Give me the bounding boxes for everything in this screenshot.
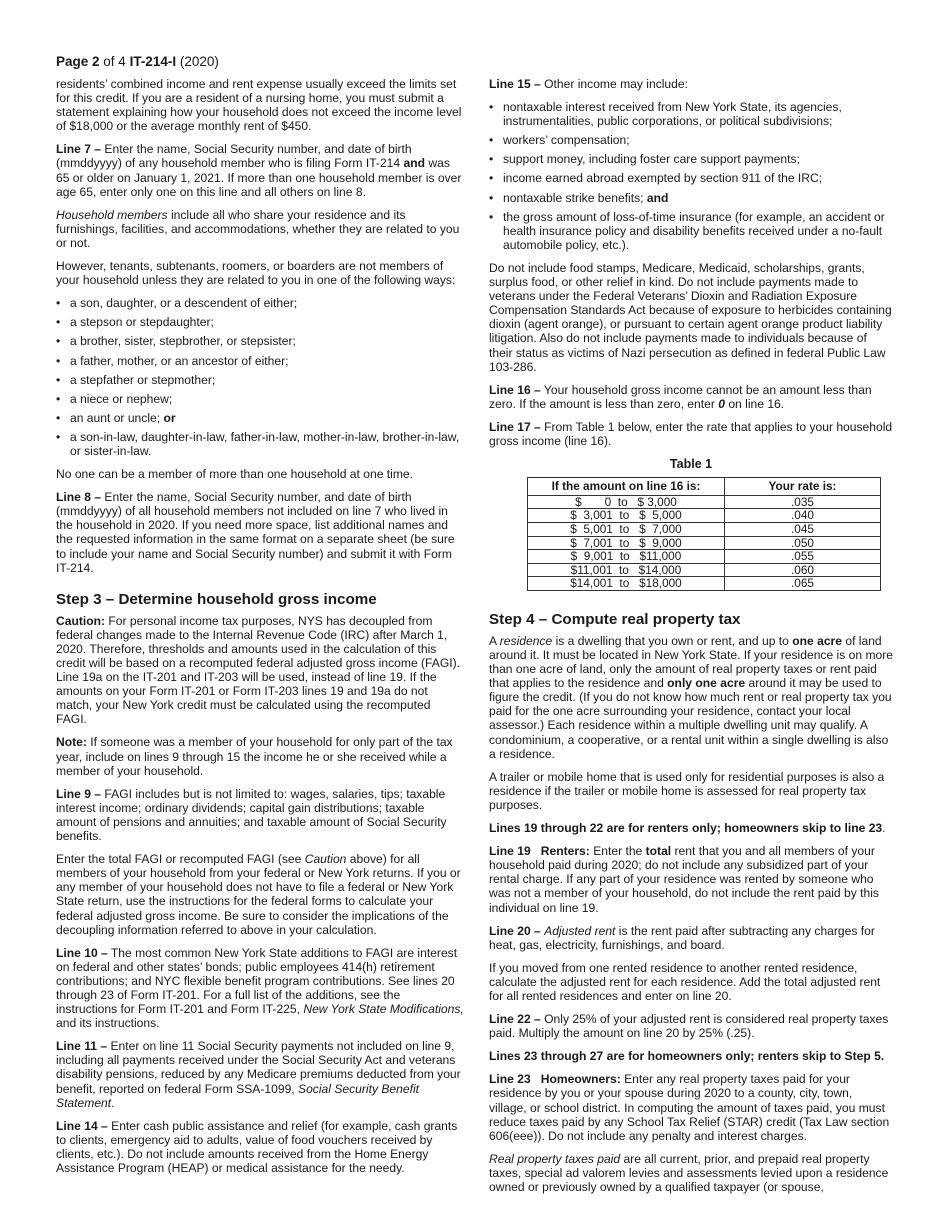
renters-only-paragraph: Lines 19 through 22 are for renters only; homeowners skip to line 23. bbox=[489, 821, 886, 836]
line15-paragraph: Line 15 – Other income may include: bbox=[489, 77, 688, 91]
line14-paragraph: Line 14 – Enter cash public assistance and relief (for example, cash grants to clients, emergency aid to adults, value of food vouchers received by clients, etc.). Do not include amounts received from the Home Energy Assistance Program (HEAP) or medical assistance for the needy. bbox=[56, 1118, 458, 1175]
list-item: • a son-in-law, daughter-in-law, father-in-law, mother-in-law, brother-in-law, or sister-in-law. bbox=[56, 430, 464, 458]
rate-table bbox=[527, 477, 881, 591]
line7-paragraph: Line 7 – Enter the name, Social Security number, and date of birth (mmddyyyy) of any household member who is filing Form IT-214 and was 65 or older on January 1, 2021. If more than one household member is over age 65, enter only one on this line and all others on line 8. bbox=[56, 142, 462, 199]
table-cell: $14,001 to $18,000 bbox=[528, 577, 725, 591]
table-header-cell: If the amount on line 16 is: bbox=[528, 478, 725, 496]
however-paragraph: However, tenants, subtenants, roomers, or boarders are not members of your household unless they are related to you in one of the following ways: bbox=[56, 259, 456, 288]
table-cell: $ 9,001 to $11,000 bbox=[528, 550, 725, 564]
table-row bbox=[528, 536, 881, 550]
caution-paragraph: Caution: For personal income tax purposes, NYS has decoupled from federal changes made to the Internal Revenue Code (IRC) after March 1, 2020. Therefore, thresholds and amounts used in the calculation of this credit will be based on a recomputed federal adjusted gross income (FAGI). Line 19a on the IT-201 and IT-203 will be used, instead of line 19. If the amounts on your Form IT-201 or Form IT-203 lines 19 and 19a do not match, your New York credit must be calculated using the recomputed FAGI. bbox=[56, 613, 461, 727]
form-number: IT-214-I bbox=[129, 54, 177, 69]
form-year: (2020) bbox=[176, 54, 219, 69]
table-row bbox=[528, 522, 881, 536]
line9-paragraph: Line 9 – FAGI includes but is not limited to: wages, salaries, tips; taxable interest income; ordinary dividends; capital gain distributions; taxable amount of pensions and annuities; and taxable amount of Social Security benefits. bbox=[56, 786, 447, 844]
page-header bbox=[56, 54, 219, 69]
real-property-taxes-paragraph: Real property taxes paid are all current, prior, and prepaid real property taxes, special ad valorem levies and assessments levied upon a residence owned or previously owned by a qualified taxpayer (or spouse, bbox=[489, 1151, 889, 1194]
list-item: • a niece or nephew; bbox=[56, 392, 464, 406]
table-cell: $ 0 to $ 3,000 bbox=[528, 495, 725, 509]
do-not-include-paragraph: Do not include food stamps, Medicare, Medicaid, scholarships, grants, surplus food, or other relief in kind. Do not include payments made to veterans under the Federal Veterans’ Dioxin and Radiation Exposure Compensation Standards Act because of exposure to herbicides containing dioxin (agent orange), or pursuant to certain agent orange product liability litigation. Also do not include payments made to individuals because of their status as victims of Nazi persecution as defined in federal Public Law 103-286. bbox=[489, 260, 892, 374]
list-item: • nontaxable interest received from New York State, its agencies, instrumentalities, public corporations, or political subdivisions; bbox=[489, 100, 893, 128]
line8-paragraph: Line 8 – Enter the name, Social Security number, and date of birth (mmddyyyy) of all household members not included on line 7 who lived in the household in 2020. If you need more space, list additional names and the requested information in the same format on a separate sheet (be sure to include your name and Social Security number) and submit it with Form IT-214. bbox=[56, 490, 455, 575]
table-cell: .040 bbox=[725, 509, 881, 523]
table-cell: .060 bbox=[725, 563, 881, 577]
list-item: • a stepfather or stepmother; bbox=[56, 373, 464, 387]
table-row bbox=[528, 577, 881, 591]
moved-paragraph: If you moved from one rented residence to another rented residence, calculate the adjusted rent for each residence. Add the total adjusted rent for all rented residences and enter on line 20. bbox=[489, 960, 881, 1003]
line19-paragraph: Line 19 Renters: Enter the total rent that you and all members of your household paid during 2020; do not include any subsidized part of your rental charge. If any part of your residence was rented by someone who was not a member of your household, do not include the rent paid by this individual on line 19. bbox=[489, 844, 879, 915]
table-cell: .035 bbox=[725, 495, 881, 509]
other-income-list bbox=[489, 100, 893, 252]
line20-paragraph: Line 20 – Adjusted rent is the rent paid after subtracting any charges for heat, gas, electricity, furnishings, and board. bbox=[489, 923, 875, 952]
list-item: • the gross amount of loss-of-time insurance (for example, an accident or health insurance policy and disability benefits received under a no-fault automobile policy, etc.). bbox=[489, 210, 893, 252]
step3-heading: Step 3 – Determine household gross income bbox=[56, 590, 377, 608]
list-item: • a father, mother, or an ancestor of either; bbox=[56, 354, 464, 368]
residents-paragraph: residents’ combined income and rent expense usually exceed the limits set for this credit. If you are a resident of a nursing home, you must submit a statement explaining how your household does not exceed the income level of $18,000 or the average monthly rent of $450. bbox=[56, 77, 462, 134]
table-cell: $11,001 to $14,000 bbox=[528, 563, 725, 577]
list-item: • income earned abroad exempted by section 911 of the IRC; bbox=[489, 171, 893, 185]
list-item: • workers’ compensation; bbox=[489, 133, 893, 147]
one-household-paragraph: No one can be a member of more than one household at one time. bbox=[56, 467, 413, 482]
table-cell: $ 7,001 to $ 9,000 bbox=[528, 536, 725, 550]
table-row bbox=[528, 509, 881, 523]
line22-paragraph: Line 22 – Only 25% of your adjusted rent is considered real property taxes paid. Multiply the amount on line 20 by 25% (.25). bbox=[489, 1012, 889, 1041]
enter-fagi-paragraph: Enter the total FAGI or recomputed FAGI (see Caution above) for all members of your household from your federal or New York returns. If you or any member of your household does not have to file a federal or New York State return, use the instructions for the federal forms to calculate your federal adjusted gross income. Be sure to consider the implications of the decoupling information referred to above in your calculation. bbox=[56, 852, 461, 937]
line10-paragraph: Line 10 – The most common New York State additions to FAGI are interest on federal and other states’ bonds; public employees 414(h) retirement contributions; and NYC flexible benefit program contributions. See lines 20 through 23 of Form IT-201. For a full list of the additions, see the instructions for Form IT-201 and Form IT-225, New York State Modifications, and its instructions. bbox=[56, 945, 464, 1031]
table-cell: $ 5,001 to $ 7,000 bbox=[528, 522, 725, 536]
page-count: of 4 bbox=[99, 54, 130, 69]
page-number: Page 2 bbox=[56, 54, 100, 69]
line23-paragraph: Line 23 Homeowners: Enter any real property taxes paid for your residence by you or your spouse during 2020 to a county, city, town, village, or school district. In computing the amount of taxes paid, you must reduce taxes paid by any School Tax Relief (STAR) credit (Tax Law section 606(eee)). Do not include any penalty and interest charges. bbox=[489, 1072, 890, 1143]
table-row bbox=[528, 550, 881, 564]
list-item: • a stepson or stepdaughter; bbox=[56, 315, 464, 329]
household-members-paragraph: Household members include all who share your residence and its furnishings, facilities, and accommodations, whether they are related to you or not. bbox=[56, 207, 460, 250]
list-item: • a son, daughter, or a descendent of either; bbox=[56, 296, 464, 310]
homeowners-only-paragraph: Lines 23 through 27 are for homeowners only; renters skip to Step 5. bbox=[489, 1049, 885, 1064]
table-header-row bbox=[528, 478, 881, 496]
table-header-cell: Your rate is: bbox=[725, 478, 881, 496]
table-cell: .065 bbox=[725, 577, 881, 591]
table-row bbox=[528, 495, 881, 509]
step4-heading: Step 4 – Compute real property tax bbox=[489, 610, 741, 628]
table-cell: $ 3,001 to $ 5,000 bbox=[528, 509, 725, 523]
table-cell: .045 bbox=[725, 522, 881, 536]
list-item: • a brother, sister, stepbrother, or stepsister; bbox=[56, 334, 464, 348]
line16-paragraph: Line 16 – Your household gross income cannot be an amount less than zero. If the amount is less than zero, enter 0 on line 16. bbox=[489, 382, 872, 411]
table-title: Table 1 bbox=[669, 457, 713, 472]
note-paragraph: Note: If someone was a member of your household for only part of the tax year, include on lines 9 through 15 the income he or she received while a member of your household. bbox=[56, 735, 453, 778]
left-column bbox=[56, 77, 464, 1184]
line11-paragraph: Line 11 – Enter on line 11 Social Security payments not included on line 9, including all payments received under the Social Security Act and veterans disability pensions, reduced by any Medicare premiums deducted from your benefit, reported on federal Form SSA-1099, Social Security Benefit Statement. bbox=[56, 1039, 461, 1110]
table-cell: .050 bbox=[725, 536, 881, 550]
table-row bbox=[528, 563, 881, 577]
right-column bbox=[489, 77, 893, 1203]
list-item: • support money, including foster care support payments; bbox=[489, 152, 893, 166]
residence-paragraph: A residence is a dwelling that you own or rent, and up to one acre of land around it. It must be located in New York State. If your residence is on more than one acre of land, only the amount of real property taxes or rent paid that applies to the residence and only one acre around it may be used to figure the credit. (If you do not know how much rent or real property tax you paid for the one acre surrounding your residence, contact your local assessor.) Each residence within a multiple dwelling unit may qualify. A condominium, a cooperative, or a rental unit within a single dwelling is also a residence. bbox=[489, 633, 894, 761]
relations-list bbox=[56, 296, 464, 458]
trailer-paragraph: A trailer or mobile home that is used only for residential purposes is also a residence if the trailer or mobile home is assessed for real property tax purposes. bbox=[489, 769, 885, 812]
list-item: • an aunt or uncle; or bbox=[56, 411, 464, 425]
line17-paragraph: Line 17 – From Table 1 below, enter the rate that applies to your household gross income (line 16). bbox=[489, 419, 893, 448]
list-item: • nontaxable strike benefits; and bbox=[489, 191, 893, 205]
table-cell: .055 bbox=[725, 550, 881, 564]
